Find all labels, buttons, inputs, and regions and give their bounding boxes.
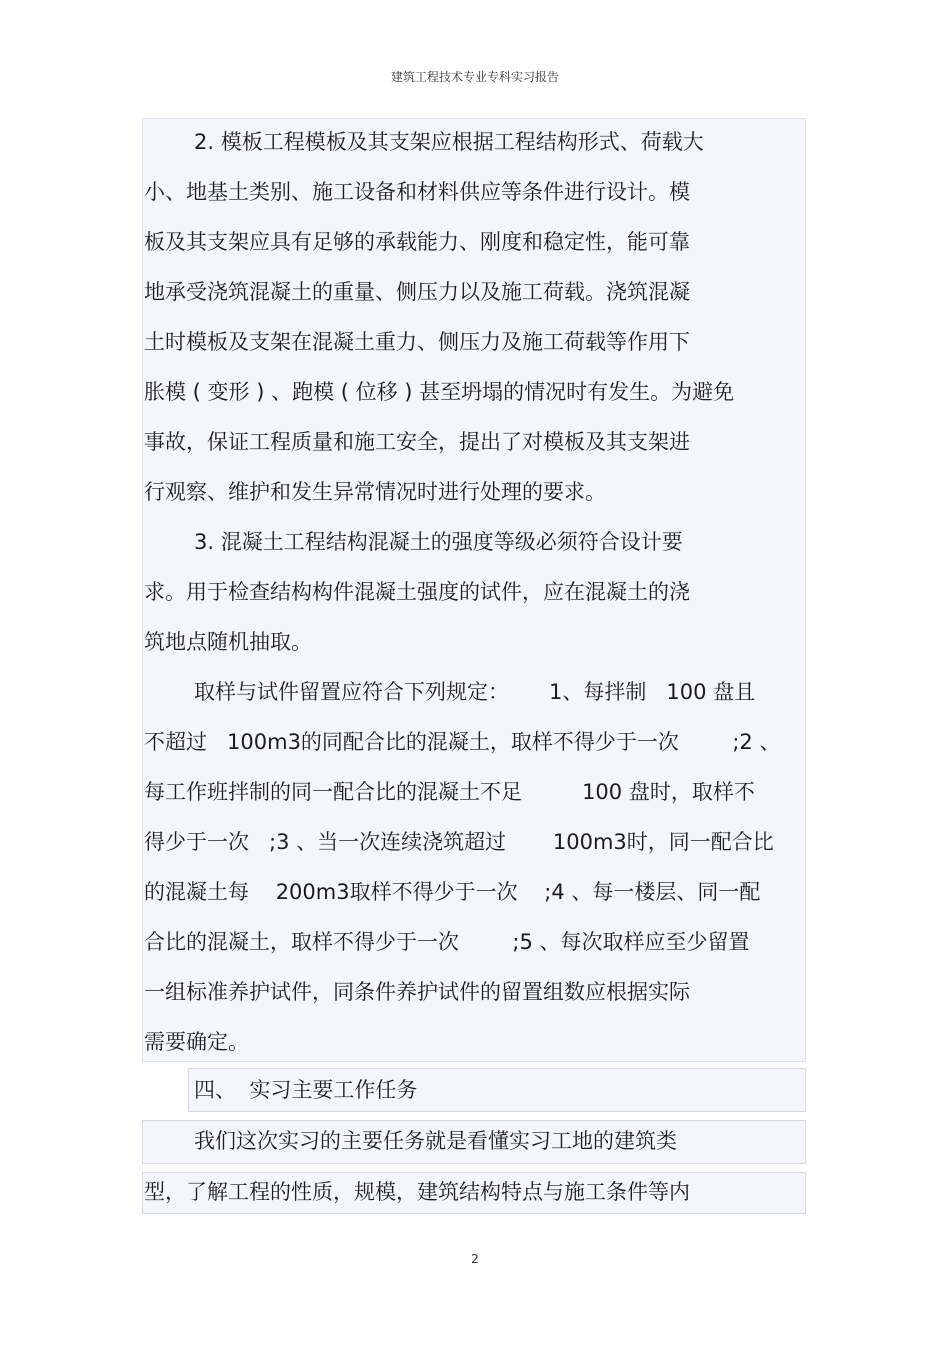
- paragraph-line: 3. 混凝土工程结构混凝土的强度等级必须符合设计要: [194, 530, 683, 554]
- paragraph-line: 我们这次实习的主要任务就是看懂实习工地的建筑类: [194, 1129, 677, 1153]
- paragraph-line: 小、地基土类别、施工设备和材料供应等条件进行设计。模: [144, 180, 690, 204]
- paragraph-line: 2. 模板工程模板及其支架应根据工程结构形式、荷载大: [194, 130, 704, 154]
- paragraph-line: 的混凝土每 200m3取样不得少于一次 ;4 、每一楼层、同一配: [144, 880, 761, 904]
- paragraph-line: 地承受浇筑混凝土的重量、侧压力以及施工荷载。浇筑混凝: [144, 280, 690, 304]
- paragraph-line: 一组标准养护试件，同条件养护试件的留置组数应根据实际: [144, 980, 690, 1004]
- paragraph-line: 求。用于检查结构构件混凝土强度的试件，应在混凝土的浇: [144, 580, 690, 604]
- paragraph-line: 土时模板及支架在混凝土重力、侧压力及施工荷载等作用下: [144, 330, 690, 354]
- paragraph-line: 板及其支架应具有足够的承载能力、刚度和稳定性，能可靠: [144, 230, 690, 254]
- paragraph-line: 型，了解工程的性质，规模，建筑结构特点与施工条件等内: [144, 1180, 690, 1204]
- paragraph-line: 合比的混凝土，取样不得少于一次 ;5 、每次取样应至少留置: [144, 930, 750, 954]
- paragraph-line: 取样与试件留置应符合下列规定： 1、每拌制 100 盘且: [194, 680, 756, 704]
- paragraph-line: 事故，保证工程质量和施工安全，提出了对模板及其支架进: [144, 430, 690, 454]
- paragraph-line: 行观察、维护和发生异常情况时进行处理的要求。: [144, 480, 606, 504]
- paragraph-line: 得少于一次 ;3 、当一次连续浇筑超过 100m3时，同一配合比: [144, 830, 774, 854]
- page-number: 2: [471, 1252, 479, 1266]
- section-heading: 四、 实习主要工作任务: [194, 1078, 418, 1102]
- running-header: 建筑工程技术专业专科实习报告: [390, 70, 559, 84]
- paragraph-line: 筑地点随机抽取。: [144, 630, 312, 654]
- paragraph-line: 不超过 100m3的同配合比的混凝土，取样不得少于一次 ;2 、: [144, 730, 781, 754]
- paragraph-line: 胀模 ( 变形 ) 、跑模 ( 位移 ) 甚至坍塌的情况时有发生。为避免: [144, 380, 735, 404]
- paragraph-line: 每工作班拌制的同一配合比的混凝土不足 100 盘时，取样不: [144, 780, 755, 804]
- paragraph-line: 需要确定。: [144, 1030, 249, 1054]
